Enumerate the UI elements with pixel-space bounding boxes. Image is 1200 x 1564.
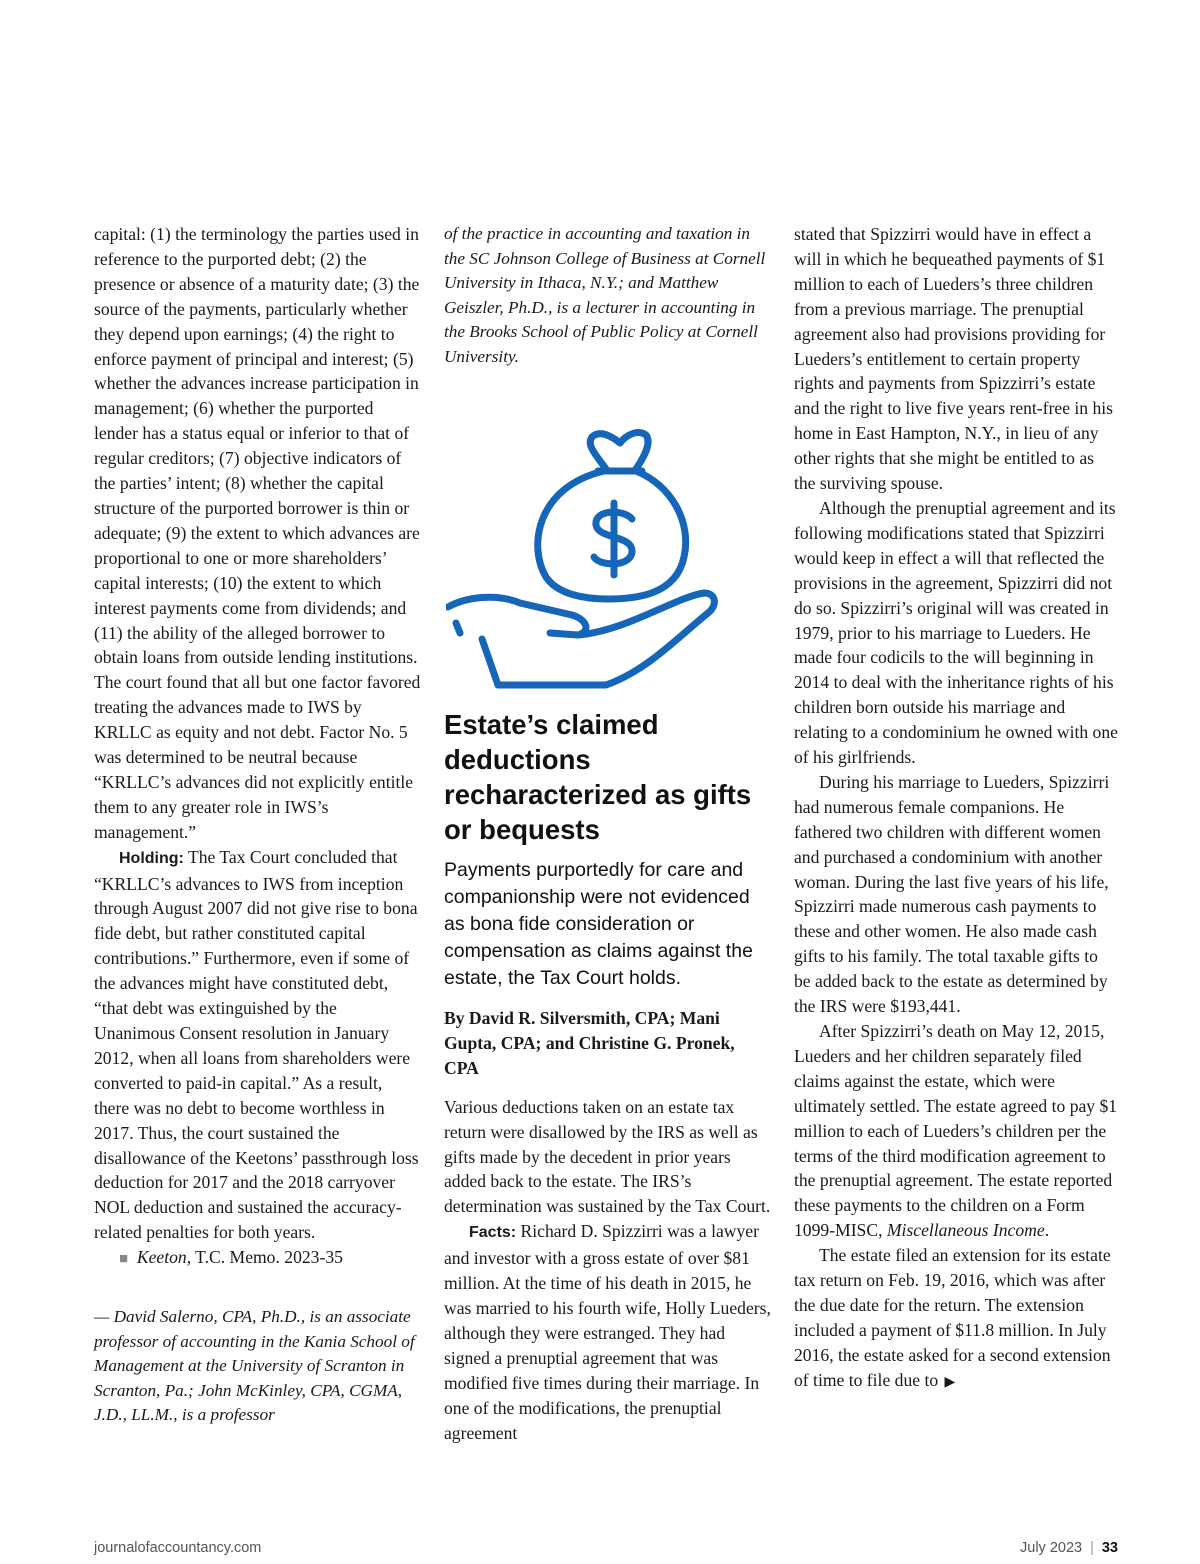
holding-label: Holding: — [119, 849, 184, 867]
facts-text: Richard D. Spizzirri was a lawyer and investor with a gross estate of over $81 million. At the time of his death in 2015, he was married to his fourth wife, Holly Lueders, although they were estranged. They had signed a prenuptial agreement that was modified five times during their marriage. In one of the modifications, the prenuptial agreement — [444, 1221, 771, 1443]
claims-end: . — [1044, 1220, 1050, 1241]
facts-paragraph — [444, 1219, 772, 1445]
case-citation — [94, 1245, 421, 1272]
extension-text: The estate filed an extension for its estate tax return on Feb. 19, 2016, which was after the due date for the return. The extension included a payment of $11.8 million. In July 2016, the estate asked for a second extension of time to file due to — [794, 1245, 1111, 1390]
continue-arrow-icon: ▶ — [944, 1374, 956, 1390]
column-1 — [94, 222, 421, 1428]
claims-text: After Spizzirri’s death on May 12, 2015, Lueders and her children separately filed claims against the estate, which were ultimately settled. The estate agreed to pay $1 million to each of Lueders’s children per the terms of the third modification agreement to the prenuptial agreement. The estate reported these payments to the children on a Form 1099-MISC, — [794, 1021, 1118, 1241]
case-cite: T.C. Memo. 2023-35 — [191, 1247, 343, 1268]
facts-label: Facts: — [469, 1224, 517, 1242]
footer-page-info — [1020, 1540, 1118, 1556]
holding-text: The Tax Court concluded that “KRLLC’s advances to IWS from inception through August 2007 did not give rise to bona fide debt, but rather constituted capital contributions.” Furthermore, even if some of the advances might have constituted debt, “that debt was extinguished by the Unanimous Consent resolution in January 2012, when all loans from shareholders were converted to paid-in capital.” As a result, there was no debt to become worthless in 2017. Thus, the court sustained the disallowance of the Keetons’ passthrough loss deduction for 2017 and the 2018 carryover NOL deduction and sustained the accuracy-related penalties for both years. — [94, 846, 419, 1243]
case-name: Keeton, — [136, 1247, 192, 1268]
author-bio-start: — David Salerno, CPA, Ph.D., is an associate professor of accounting in the Kania School of Management at the University of Scranton in Scranton, Pa.; John McKinley, CPA, CGMA, J.D., LL.M., is a professor — [94, 1307, 415, 1425]
article-headline: Estate’s claimed deductions recharacterized as gifts or bequests — [444, 709, 752, 845]
extension-paragraph — [794, 1243, 1118, 1395]
article-byline: By David R. Silversmith, CPA; Mani Gupta, CPA; and Christine G. Pronek, CPA — [444, 1008, 735, 1078]
intro-paragraph: Various deductions taken on an estate tax return were disallowed by the IRS as well as gifts made by the decedent in prior years added back to the estate. The IRS’s determination was sustained by the Tax Court. — [444, 1096, 771, 1217]
article-dek: Payments purportedly for care and companionship were not evidenced as bona fide consideration or compensation as claims against the estate, the Tax Court holds. — [444, 859, 753, 989]
prenup-paragraph: stated that Spizzirri would have in effect a will in which he bequeathed payments of $1 million to each of Lueders’s three children from a previous marriage. The prenuptial agreement also had provisions providing for Lueders’s entitlement to certain property rights and payments from Spizzirri’s estate and the right to live five years rent-free in his home in East Hampton, N.Y., in lieu of any other rights that she might be entitled to as the surviving spouse. — [794, 224, 1114, 494]
factors-paragraph: capital: (1) the terminology the parties used in reference to the purported debt; (2) the presence or absence of a maturity date; (3) the source of the payments, particularly whether they depend upon earnings; (4) the right to enforce payment of principal and interest; (5) whether the advances increase participation in management; (6) whether the purported lender has a status equal or inferior to that of regular creditors; (7) objective indicators of the parties’ intent; (8) whether the capital structure of the purported borrower is thin or adequate; (9) the extent to which advances are proportional to one or more shareholders’ capital interests; (10) the extent to which interest payments come from dividends; and (11) the ability of the alleged borrower to obtain loans from outside lending institutions. The court found that all but one factor favored treating the advances made to IWS by KRLLC as equity and not debt. Factor No. 5 was determined to be neutral because “KRLLC’s advances did not explicitly entitle them to any greater role in IWS’s management.” — [94, 224, 421, 842]
page-number: 33 — [1101, 1540, 1118, 1556]
companions-paragraph: During his marriage to Lueders, Spizzirri had numerous female companions. He fathered two children with different women and purchased a condominium with another woman. During the last five years of his life, Spizzirri made numerous cash payments to these and other women. He also made cash gifts to his family. The total taxable gifts to be added back to the estate as determined by the IRS were $193,441. — [794, 771, 1110, 1017]
square-bullet-icon: ■ — [119, 1251, 129, 1268]
money-bag-hand-icon — [446, 427, 726, 689]
footer-issue: July 2023 — [1020, 1540, 1083, 1556]
claims-paragraph — [794, 1019, 1118, 1243]
footer-site: journalofaccountancy.com — [94, 1540, 262, 1556]
column-2 — [444, 222, 772, 1445]
form-name: Miscellaneous Income — [886, 1220, 1045, 1241]
will-paragraph: Although the prenuptial agreement and its following modifications stated that Spizzirri would keep in effect a will that reflected the provisions in the agreement, Spizzirri did not do so. Spizzirri’s original will was created in 1979, prior to his marriage to Lueders. He made four codicils to the will beginning in 2014 to deal with the inheritance rights of his children born outside his marriage and relating to a condominium he owned with one of his girlfriends. — [794, 497, 1118, 768]
author-bio-end: of the practice in accounting and taxation in the SC Johnson College of Business at Cornell University in Ithaca, N.Y.; and Matthew Geiszler, Ph.D., is a lecturer in accounting in the Brooks School of Public Policy at Cornell University. — [444, 224, 766, 366]
holding-paragraph — [94, 845, 421, 1246]
column-3 — [794, 222, 1118, 1396]
footer-separator: | — [1090, 1540, 1094, 1556]
